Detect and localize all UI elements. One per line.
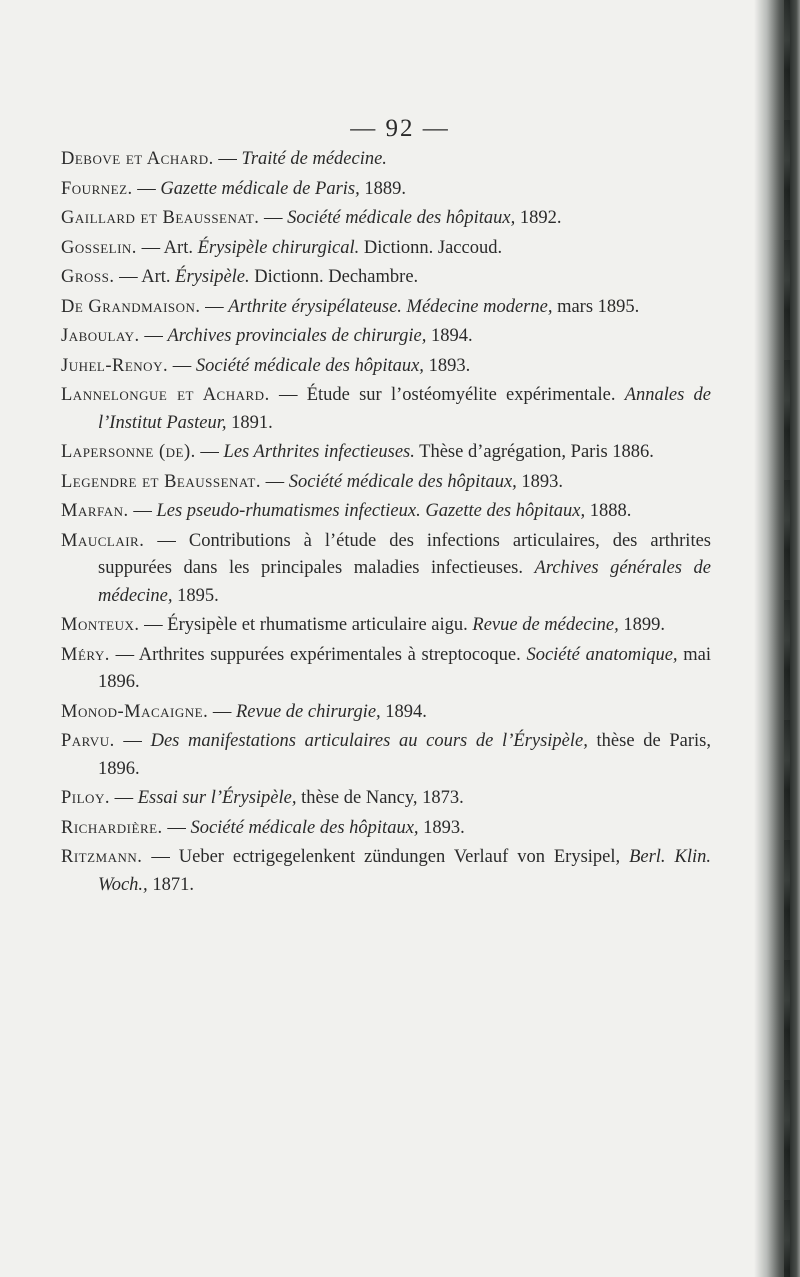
- entry-title: Des manifestations articulaires au cours de l’Érysipèle,: [150, 731, 588, 751]
- entry-author: Gross.: [61, 267, 115, 287]
- bibliography-entry: [61, 815, 711, 843]
- entry-text: —: [168, 355, 196, 376]
- entry-title: Gazette médicale de Paris,: [160, 178, 360, 199]
- bibliography-entry: [61, 264, 711, 292]
- entry-text: — Art.: [114, 267, 176, 287]
- entry-author: Juhel-Renoy.: [61, 355, 169, 376]
- bibliography-entry: [61, 785, 711, 813]
- entry-author: Ritzmann.: [61, 847, 143, 867]
- entry-title: Revue de médecine,: [472, 615, 619, 635]
- entry-text: 1889.: [359, 178, 406, 199]
- entry-author: Gaillard et Beaussenat.: [61, 208, 260, 228]
- entry-author: Lapersonne (de).: [61, 442, 196, 462]
- entry-author: Gosselin.: [61, 237, 137, 258]
- bibliography-entry: [61, 294, 711, 322]
- entry-author: Jaboulay.: [61, 326, 140, 346]
- entry-author: Legendre et Beaussenat.: [61, 471, 261, 492]
- entry-text: Dictionn. Dechambre.: [249, 267, 419, 287]
- entry-text: 1894.: [426, 326, 473, 346]
- bibliography-entry: [61, 176, 711, 204]
- entry-text: —: [208, 701, 236, 722]
- entry-text: mars 1895.: [552, 296, 640, 317]
- entry-author: Monod-Macaigne.: [61, 701, 209, 722]
- entry-author: Richardière.: [61, 817, 163, 838]
- entry-text: 1895.: [172, 585, 219, 606]
- entry-title: Société médicale des hôpitaux,: [195, 355, 424, 376]
- entry-text: — Arthrites suppurées expérimentales à streptocoque.: [109, 644, 527, 665]
- book-binding-shadow: [784, 0, 790, 1277]
- entry-title: Revue de chirurgie,: [235, 701, 381, 722]
- entry-text: —: [162, 817, 191, 838]
- bibliography-entry: [61, 528, 711, 611]
- bibliography-entry: [61, 642, 711, 697]
- entry-text: 1899.: [618, 615, 666, 635]
- bibliography-entry: [61, 353, 711, 381]
- bibliography-entry: [61, 699, 711, 727]
- entry-text: 1893.: [423, 355, 471, 376]
- entry-text: —: [109, 788, 138, 808]
- bibliography-entry: [61, 439, 711, 467]
- entry-text: —: [200, 296, 229, 317]
- bibliography-list: [61, 146, 711, 901]
- entry-text: Thèse d’agrégation, Paris 1886.: [414, 442, 654, 462]
- bibliography-entry: [61, 382, 711, 437]
- bibliography-entry: [61, 469, 711, 497]
- entry-title: Arthrite érysipélateuse. Médecine moderne,: [228, 296, 553, 317]
- entry-text: 1893.: [516, 471, 564, 492]
- book-binding-edge: [754, 0, 800, 1277]
- bibliography-entry: [61, 146, 711, 174]
- entry-title: Archives générales de médecine,: [98, 558, 712, 606]
- entry-text: — Érysipèle et rhumatisme articulaire aigu.: [139, 615, 473, 635]
- entry-author: De Grandmaison.: [61, 296, 201, 317]
- entry-author: Monteux.: [61, 615, 140, 635]
- entry-text: 1891.: [226, 412, 273, 433]
- entry-author: Fournez.: [61, 178, 133, 199]
- entry-title: Société anatomique,: [526, 644, 678, 665]
- entry-title: Traité de médecine.: [241, 149, 387, 169]
- entry-text: 1871.: [147, 874, 194, 895]
- entry-text: thèse de Paris, 1896.: [98, 731, 711, 779]
- entry-text: 1888.: [585, 501, 632, 521]
- entry-text: — Ueber ectrigegelenkent zündungen Verlauf von Erysipel,: [142, 847, 630, 867]
- bibliography-entry: [61, 205, 711, 233]
- entry-text: —: [195, 442, 224, 462]
- entry-text: 1893.: [418, 817, 465, 838]
- entry-text: — Étude sur l’ostéomyélite expérimentale.: [269, 385, 625, 405]
- entry-text: —: [132, 178, 161, 199]
- entry-text: — Art.: [136, 237, 198, 258]
- entry-text: mai 1896.: [98, 644, 712, 692]
- entry-text: —: [260, 471, 289, 492]
- entry-text: 1892.: [515, 208, 562, 228]
- entry-title: Société médicale des hôpitaux,: [288, 471, 517, 492]
- bibliography-entry: [61, 728, 711, 783]
- entry-author: Lannelongue et Achard.: [61, 385, 270, 405]
- entry-text: 1894.: [380, 701, 427, 722]
- entry-author: Méry.: [61, 644, 110, 665]
- entry-text: —: [139, 326, 168, 346]
- entry-title: Archives provinciales de chirurgie,: [167, 326, 427, 346]
- entry-author: Parvu.: [61, 731, 115, 751]
- entry-text: Dictionn. Jaccoud.: [359, 237, 503, 258]
- entry-text: —: [259, 208, 288, 228]
- entry-text: —: [213, 149, 242, 169]
- entry-text: —: [128, 501, 157, 521]
- entry-title: Annales de l’Institut Pasteur,: [98, 385, 712, 433]
- entry-title: Société médicale des hôpitaux,: [190, 817, 419, 838]
- entry-text: thèse de Nancy, 1873.: [296, 788, 464, 808]
- entry-author: Piloy.: [61, 788, 110, 808]
- bibliography-entry: [61, 612, 711, 640]
- entry-title: Les pseudo-rhumatismes infectieux. Gazette des hôpitaux,: [156, 501, 586, 521]
- entry-author: Mauclair.: [61, 530, 145, 551]
- entry-title: Les Arthrites infectieuses.: [223, 442, 415, 462]
- bibliography-entry: [61, 844, 711, 899]
- entry-title: Érysipèle chirurgical.: [197, 237, 360, 258]
- entry-title: Société médicale des hôpitaux,: [287, 208, 516, 228]
- bibliography-entry: [61, 498, 711, 526]
- page-number: — 92 —: [350, 115, 450, 142]
- bibliography-entry: [61, 235, 711, 263]
- entry-author: Marfan.: [61, 501, 129, 521]
- entry-text: —: [114, 731, 151, 751]
- entry-title: Essai sur l’Érysipèle,: [137, 788, 297, 808]
- bibliography-entry: [61, 323, 711, 351]
- entry-text: — Contributions à l’étude des infections articulaires, des arthrites suppurées dans les principales maladies infectieuses.: [98, 530, 711, 578]
- entry-author: Debove et Achard.: [61, 149, 214, 169]
- entry-title: Érysipèle.: [175, 267, 250, 287]
- entry-title: Berl. Klin. Woch.,: [98, 847, 711, 895]
